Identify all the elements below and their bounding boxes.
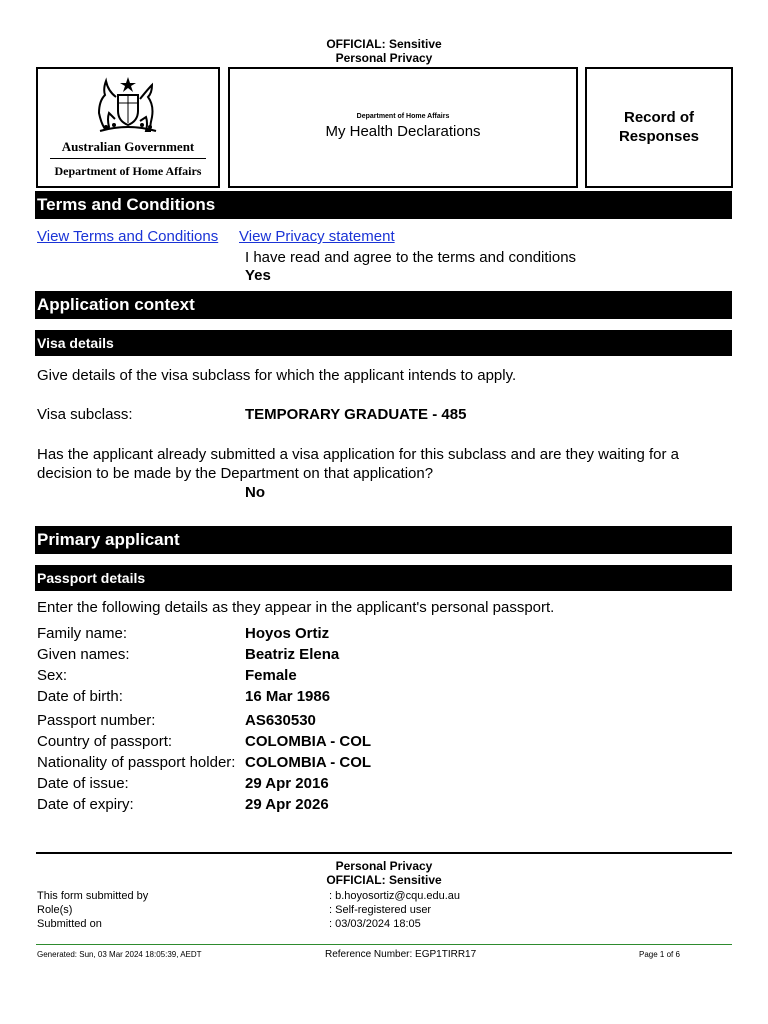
subsection-visa-details: Visa details <box>35 330 732 356</box>
classification-line: OFFICIAL: Sensitive <box>326 37 442 51</box>
field-value: COLOMBIA - COL <box>245 754 372 771</box>
view-privacy-link[interactable]: View Privacy statement <box>239 228 395 245</box>
visa-subclass-value: TEMPORARY GRADUATE - 485 <box>245 406 467 423</box>
footer-rule <box>36 944 732 945</box>
visa-intro: Give details of the visa subclass for which the applicant intends to apply. <box>37 367 517 384</box>
generated-timestamp: Generated: Sun, 03 Mar 2024 18:05:39, AEDT <box>37 950 202 959</box>
question-line: decision to be made by the Department on that application? <box>37 465 434 482</box>
submitted-on-label: Submitted on <box>37 918 102 930</box>
field-value: AS630530 <box>245 712 316 729</box>
field-label: Family name: <box>37 625 128 642</box>
title-box <box>228 67 578 188</box>
roles-value: : Self-registered user <box>329 904 432 916</box>
logo-divider <box>50 158 206 159</box>
field-label: Nationality of passport holder: <box>37 754 236 771</box>
coat-of-arms-icon <box>92 75 164 137</box>
classification-line: Personal Privacy <box>335 51 433 65</box>
field-label: Sex: <box>37 667 68 684</box>
record-label <box>587 108 731 146</box>
agree-text: I have read and agree to the terms and conditions <box>245 249 577 266</box>
reference-number: Reference Number: EGP1TIRR17 <box>325 949 477 960</box>
passport-intro: Enter the following details as they appear in the applicant's personal passport. <box>37 599 555 616</box>
visa-subclass-label: Visa subclass: <box>37 406 133 423</box>
footer-divider <box>36 852 732 854</box>
field-label: Date of birth: <box>37 688 123 705</box>
section-terms-heading: Terms and Conditions <box>35 191 732 219</box>
classification-bottom <box>0 859 768 887</box>
field-value: 29 Apr 2026 <box>245 796 329 813</box>
field-label: Country of passport: <box>37 733 173 750</box>
field-value: 16 Mar 1986 <box>245 688 331 705</box>
field-value: Beatriz Elena <box>245 646 340 663</box>
question-line: Has the applicant already submitted a visa application for this subclass and are they waiting for a <box>37 446 680 463</box>
classification-line: Personal Privacy <box>335 859 433 873</box>
question-value: No <box>245 484 265 501</box>
section-application-context: Application context <box>35 291 732 319</box>
gov-logo-box <box>36 67 220 188</box>
submitted-on-value: : 03/03/2024 18:05 <box>329 918 421 930</box>
field-value: 29 Apr 2016 <box>245 775 329 792</box>
record-line: Record of <box>623 109 694 126</box>
section-primary-applicant: Primary applicant <box>35 526 732 554</box>
field-value: COLOMBIA - COL <box>245 733 372 750</box>
gov-name: Australian Government <box>61 139 195 154</box>
center-dept: Department of Home Affairs <box>356 113 450 120</box>
form-title: My Health Declarations <box>325 123 481 140</box>
field-value: Female <box>245 667 297 684</box>
classification-line: OFFICIAL: Sensitive <box>326 873 442 887</box>
submitted-by-label: This form submitted by <box>37 890 149 902</box>
record-line: Responses <box>618 128 700 145</box>
roles-label: Role(s) <box>37 904 73 916</box>
field-label: Given names: <box>37 646 130 663</box>
classification-top <box>0 37 768 65</box>
field-value: Hoyos Ortiz <box>245 625 330 642</box>
field-label: Date of expiry: <box>37 796 134 813</box>
subsection-passport-details: Passport details <box>35 565 732 591</box>
record-box <box>585 67 733 188</box>
gov-dept: Department of Home Affairs <box>54 164 202 178</box>
field-label: Passport number: <box>37 712 156 729</box>
field-label: Date of issue: <box>37 775 129 792</box>
page-number: Page 1 of 6 <box>639 950 680 959</box>
agree-value: Yes <box>245 267 271 284</box>
submitted-by-value: : b.hoyosortiz@cqu.edu.au <box>329 890 461 902</box>
view-terms-link[interactable]: View Terms and Conditions <box>37 228 219 245</box>
